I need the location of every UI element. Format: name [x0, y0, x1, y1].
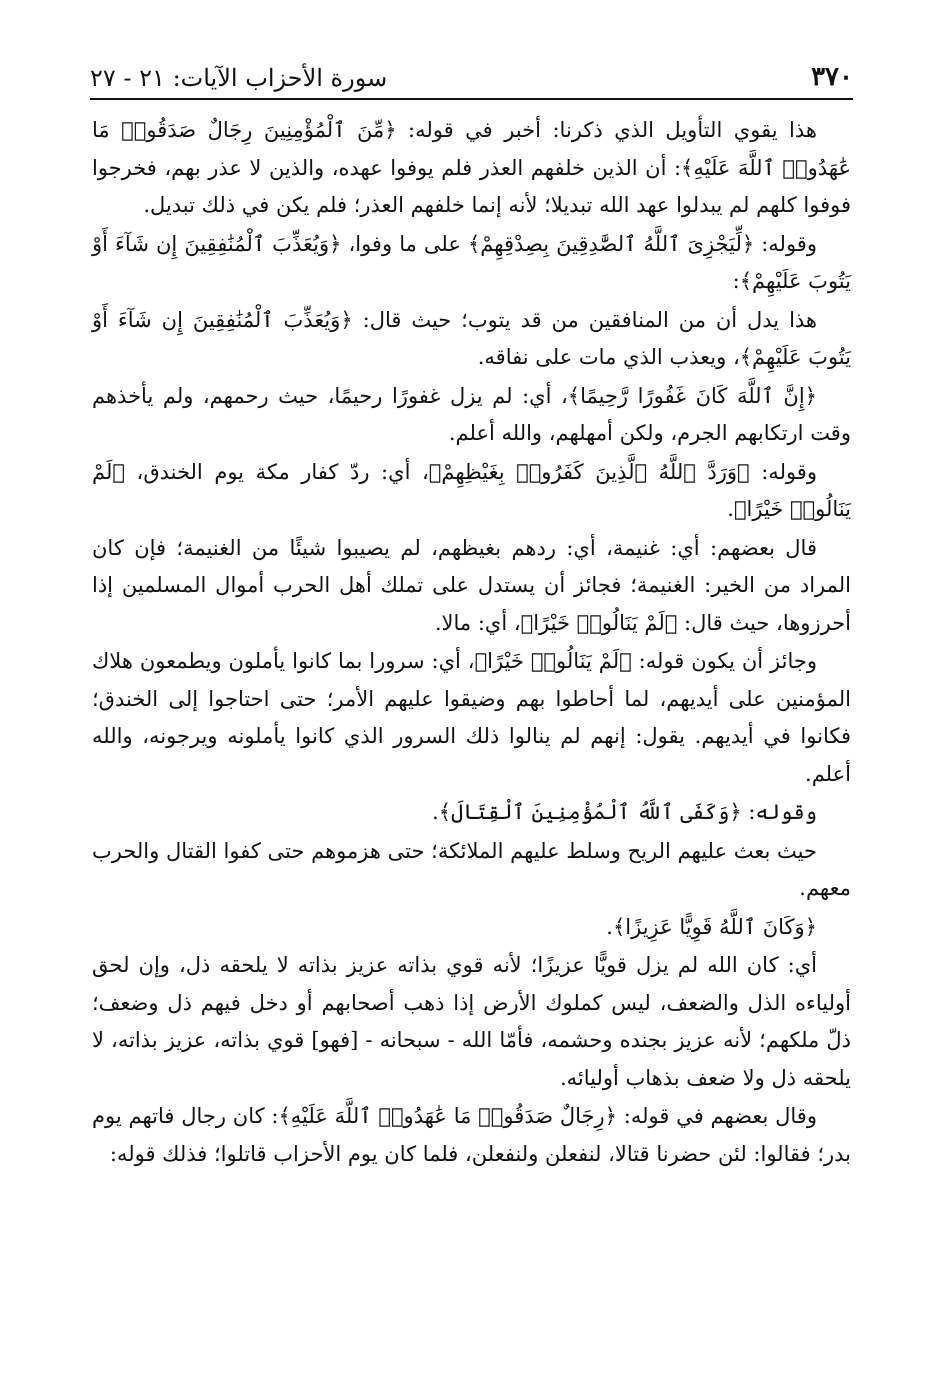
paragraph: أي: كان الله لم يزل قويًّا عزيزًا؛ لأنه قوي بذاته عزيز بذاته لا يلحقه ذل، وإن لحق أولياءه الذل والضعف، ليس كملوك الأرض إذا ذهب أصحابهم أو دخل فيهم ذل وضعف؛ ذلّ ملكهم؛ لأنه عزيز بجنده وحشمه، فأمّا الله - سبحانه - [فهو] قوي بذاته، عزيز بذاته، لا يلحقه ذل ولا ضعف بذهاب أوليائه. — [92, 953, 851, 1090]
page-header — [90, 52, 853, 100]
page-number: ٣٧٠ — [811, 62, 853, 92]
paragraph: هذا يدل أن من المنافقين من قد يتوب؛ حيث قال: ﴿وَيُعَذِّبَ ٱلْمُنَٰفِقِينَ إِن شَآءَ أَوْ يَتُوبَ عَلَيْهِمْ﴾، ويعذب الذي مات على نفاقه. — [92, 307, 851, 369]
paragraph: ﴿إِنَّ ٱللَّهَ كَانَ غَفُورًا رَّحِيمًا﴾، أي: لم يزل غفورًا رحيمًا، حيث رحمهم، ولم يأخذهم وقت ارتكابهم الجرم، ولكن أمهلهم، والله أعلم. — [92, 383, 851, 445]
running-title: سورة الأحزاب الآيات: ٢١ - ٢٧ — [90, 64, 388, 92]
paragraph: وقوله: ﴿وَكَفَى ٱللَّهُ ٱلْمُؤْمِنِينَ ٱلْقِتَالَ﴾. — [432, 800, 817, 824]
paragraph: وقوله: ﴿وَرَدَّ ٱللَّهُ ٱلَّذِينَ كَفَرُوا۟ بِغَيْظِهِمْ﴾، أي: ردّ كفار مكة يوم الخندق، ﴿لَمْ يَنَالُوا۟ خَيْرًا﴾. — [92, 459, 851, 521]
paragraph: قال بعضهم: أي: غنيمة، أي: ردهم بغيظهم، لم يصيبوا شيئًا من الغنيمة؛ فإن كان المراد من الخير: الغنيمة؛ فجائز أن يستدل على تملك أهل الحرب أموال المسلمين إذا أحرزوها، حيث قال: ﴿لَمْ يَنَالُوا۟ خَيْرًا﴾، أي: مالا. — [92, 535, 851, 635]
paragraph: وقوله: ﴿لِّيَجْزِىَ ٱللَّهُ ٱلصَّٰدِقِينَ بِصِدْقِهِمْ﴾ على ما وفوا، ﴿وَيُعَذِّبَ ٱلْمُنَٰفِقِينَ إِن شَآءَ أَوْ يَتُوبَ عَلَيْهِمْ﴾: — [92, 231, 851, 293]
paragraph: ﴿وَكَانَ ٱللَّهُ قَوِيًّا عَزِيزًا﴾. — [606, 914, 817, 939]
paragraph: وجائز أن يكون قوله: ﴿لَمْ يَنَالُوا۟ خَيْرًا﴾، أي: سرورا بما كانوا يأملون ويطمعون هلاك المؤمنين على أيديهم، لما أحاطوا بهم وضيقوا عليهم الأمر؛ حتى احتاجوا إلى الخندق؛ فكانوا في أيديهم. يقول: إنهم لم ينالوا ذلك السرور الذي كانوا يأملونه ويرجونه، والله أعلم. — [92, 649, 851, 786]
paragraph: هذا يقوي التأويل الذي ذكرنا: أخبر في قوله: ﴿مِّنَ ٱلْمُؤْمِنِينَ رِجَالٌ صَدَقُوا۟ مَا عَٰهَدُوا۟ ٱللَّهَ عَلَيْهِ﴾: أن الذين خلفهم العذر فلم يوفوا عهده، والذين لا عذر بهم، فخرجوا فوفوا كلهم لم يبدلوا عهد الله تبديلا؛ لأنه إنما خلفهم العذر؛ فلم يكن في ذلك تبديل. — [92, 118, 851, 217]
page-body — [92, 112, 851, 1174]
paragraph: وقال بعضهم في قوله: ﴿رِجَالٌ صَدَقُوا۟ مَا عَٰهَدُوا۟ ٱللَّهَ عَلَيْهِ﴾: كان رجال فاتهم يوم بدر؛ فقالوا: لئن حضرنا قتالا، لنفعلن ولنفعلن، فلما كان يوم الأحزاب قاتلوا؛ فذلك قوله: — [92, 1104, 851, 1166]
paragraph: حيث بعث عليهم الريح وسلط عليهم الملائكة؛ حتى هزموهم حتى كفوا القتال والحرب معهم. — [92, 838, 851, 900]
